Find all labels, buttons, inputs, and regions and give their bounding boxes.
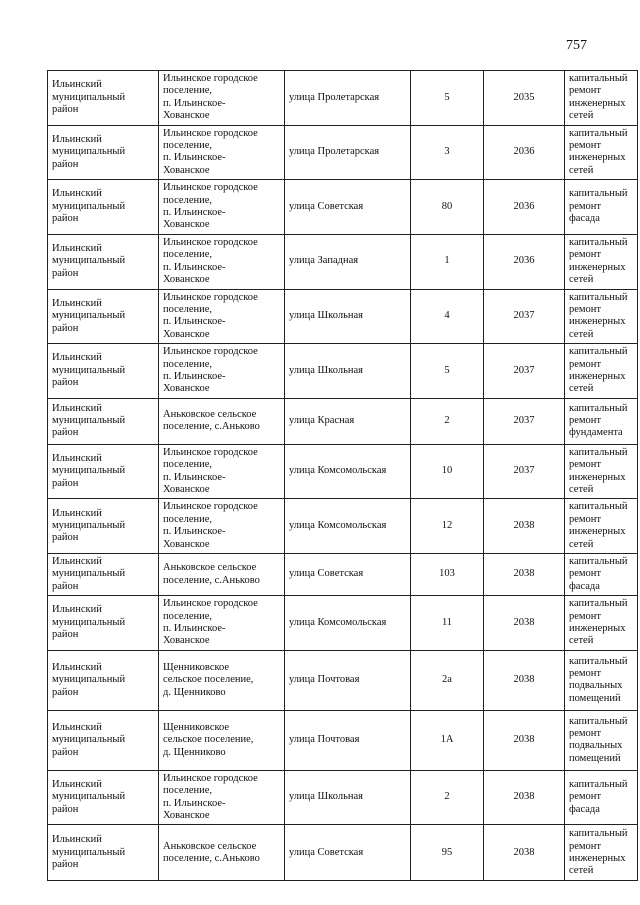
- house-number-cell: 95: [411, 825, 484, 881]
- house-number-cell: 4: [411, 289, 484, 344]
- year-cell: 2038: [484, 554, 565, 596]
- street-cell: улица Пролетарская: [285, 71, 411, 126]
- district-cell: Ильинский муниципальный район: [48, 554, 159, 596]
- work-type-cell: капитальный ремонт фундамента: [565, 398, 638, 444]
- table-row: [48, 770, 638, 825]
- street-cell: улица Школьная: [285, 289, 411, 344]
- work-type-cell: капитальный ремонт инженерных сетей: [565, 71, 638, 126]
- house-number-cell: 80: [411, 180, 484, 235]
- year-cell: 2037: [484, 344, 565, 399]
- table-row: [48, 444, 638, 499]
- district-cell: Ильинский муниципальный район: [48, 180, 159, 235]
- year-cell: 2037: [484, 444, 565, 499]
- year-cell: 2038: [484, 770, 565, 825]
- street-cell: улица Западная: [285, 234, 411, 289]
- house-number-cell: 1: [411, 234, 484, 289]
- street-cell: улица Советская: [285, 180, 411, 235]
- street-cell: улица Школьная: [285, 770, 411, 825]
- settlement-cell: Аньковское сельское поселение, с.Аньково: [159, 398, 285, 444]
- year-cell: 2038: [484, 710, 565, 770]
- work-type-cell: капитальный ремонт фасада: [565, 554, 638, 596]
- district-cell: Ильинский муниципальный район: [48, 596, 159, 651]
- district-cell: Ильинский муниципальный район: [48, 289, 159, 344]
- settlement-cell: Ильинское городское поселение, п. Ильинское- Хованское: [159, 180, 285, 235]
- repair-schedule-table: [47, 70, 638, 881]
- settlement-cell: Ильинское городское поселение, п. Ильинское- Хованское: [159, 499, 285, 554]
- house-number-cell: 12: [411, 499, 484, 554]
- table-row: [48, 289, 638, 344]
- house-number-cell: 5: [411, 71, 484, 126]
- district-cell: Ильинский муниципальный район: [48, 710, 159, 770]
- work-type-cell: капитальный ремонт инженерных сетей: [565, 444, 638, 499]
- settlement-cell: Аньковское сельское поселение, с.Аньково: [159, 825, 285, 881]
- table-row: [48, 344, 638, 399]
- year-cell: 2036: [484, 234, 565, 289]
- table-row: [48, 710, 638, 770]
- table-row: [48, 398, 638, 444]
- table-row: [48, 125, 638, 180]
- district-cell: Ильинский муниципальный район: [48, 770, 159, 825]
- house-number-cell: 2а: [411, 650, 484, 710]
- year-cell: 2038: [484, 650, 565, 710]
- house-number-cell: 2: [411, 770, 484, 825]
- work-type-cell: капитальный ремонт инженерных сетей: [565, 234, 638, 289]
- house-number-cell: 2: [411, 398, 484, 444]
- year-cell: 2038: [484, 596, 565, 651]
- settlement-cell: Ильинское городское поселение, п. Ильинское- Хованское: [159, 444, 285, 499]
- house-number-cell: 5: [411, 344, 484, 399]
- house-number-cell: 3: [411, 125, 484, 180]
- work-type-cell: капитальный ремонт инженерных сетей: [565, 825, 638, 881]
- settlement-cell: Ильинское городское поселение, п. Ильинское- Хованское: [159, 289, 285, 344]
- district-cell: Ильинский муниципальный район: [48, 444, 159, 499]
- house-number-cell: 103: [411, 554, 484, 596]
- district-cell: Ильинский муниципальный район: [48, 398, 159, 444]
- settlement-cell: Ильинское городское поселение, п. Ильинское- Хованское: [159, 770, 285, 825]
- work-type-cell: капитальный ремонт инженерных сетей: [565, 344, 638, 399]
- year-cell: 2035: [484, 71, 565, 126]
- district-cell: Ильинский муниципальный район: [48, 234, 159, 289]
- street-cell: улица Почтовая: [285, 650, 411, 710]
- work-type-cell: капитальный ремонт подвальных помещений: [565, 710, 638, 770]
- year-cell: 2038: [484, 499, 565, 554]
- work-type-cell: капитальный ремонт фасада: [565, 770, 638, 825]
- house-number-cell: 11: [411, 596, 484, 651]
- year-cell: 2038: [484, 825, 565, 881]
- year-cell: 2037: [484, 289, 565, 344]
- table-body: [48, 71, 638, 881]
- settlement-cell: Ильинское городское поселение, п. Ильинское- Хованское: [159, 125, 285, 180]
- settlement-cell: Аньковское сельское поселение, с.Аньково: [159, 554, 285, 596]
- district-cell: Ильинский муниципальный район: [48, 125, 159, 180]
- year-cell: 2036: [484, 180, 565, 235]
- table-row: [48, 234, 638, 289]
- table-row: [48, 180, 638, 235]
- work-type-cell: капитальный ремонт фасада: [565, 180, 638, 235]
- house-number-cell: 1А: [411, 710, 484, 770]
- work-type-cell: капитальный ремонт инженерных сетей: [565, 289, 638, 344]
- street-cell: улица Комсомольская: [285, 499, 411, 554]
- street-cell: улица Пролетарская: [285, 125, 411, 180]
- settlement-cell: Ильинское городское поселение, п. Ильинское- Хованское: [159, 596, 285, 651]
- street-cell: улица Почтовая: [285, 710, 411, 770]
- settlement-cell: Ильинское городское поселение, п. Ильинское- Хованское: [159, 71, 285, 126]
- page-number: 757: [566, 38, 587, 53]
- settlement-cell: Щенниковское сельское поселение, д. Щенниково: [159, 710, 285, 770]
- table-row: [48, 825, 638, 881]
- work-type-cell: капитальный ремонт инженерных сетей: [565, 596, 638, 651]
- work-type-cell: капитальный ремонт подвальных помещений: [565, 650, 638, 710]
- settlement-cell: Ильинское городское поселение, п. Ильинское- Хованское: [159, 234, 285, 289]
- district-cell: Ильинский муниципальный район: [48, 344, 159, 399]
- work-type-cell: капитальный ремонт инженерных сетей: [565, 125, 638, 180]
- house-number-cell: 10: [411, 444, 484, 499]
- district-cell: Ильинский муниципальный район: [48, 650, 159, 710]
- year-cell: 2037: [484, 398, 565, 444]
- street-cell: улица Комсомольская: [285, 596, 411, 651]
- street-cell: улица Комсомольская: [285, 444, 411, 499]
- table-row: [48, 650, 638, 710]
- settlement-cell: Щенниковское сельское поселение, д. Щенниково: [159, 650, 285, 710]
- table-row: [48, 554, 638, 596]
- district-cell: Ильинский муниципальный район: [48, 71, 159, 126]
- year-cell: 2036: [484, 125, 565, 180]
- settlement-cell: Ильинское городское поселение, п. Ильинское- Хованское: [159, 344, 285, 399]
- street-cell: улица Красная: [285, 398, 411, 444]
- district-cell: Ильинский муниципальный район: [48, 825, 159, 881]
- work-type-cell: капитальный ремонт инженерных сетей: [565, 499, 638, 554]
- table-row: [48, 499, 638, 554]
- street-cell: улица Советская: [285, 825, 411, 881]
- street-cell: улица Советская: [285, 554, 411, 596]
- street-cell: улица Школьная: [285, 344, 411, 399]
- table-row: [48, 71, 638, 126]
- table-row: [48, 596, 638, 651]
- district-cell: Ильинский муниципальный район: [48, 499, 159, 554]
